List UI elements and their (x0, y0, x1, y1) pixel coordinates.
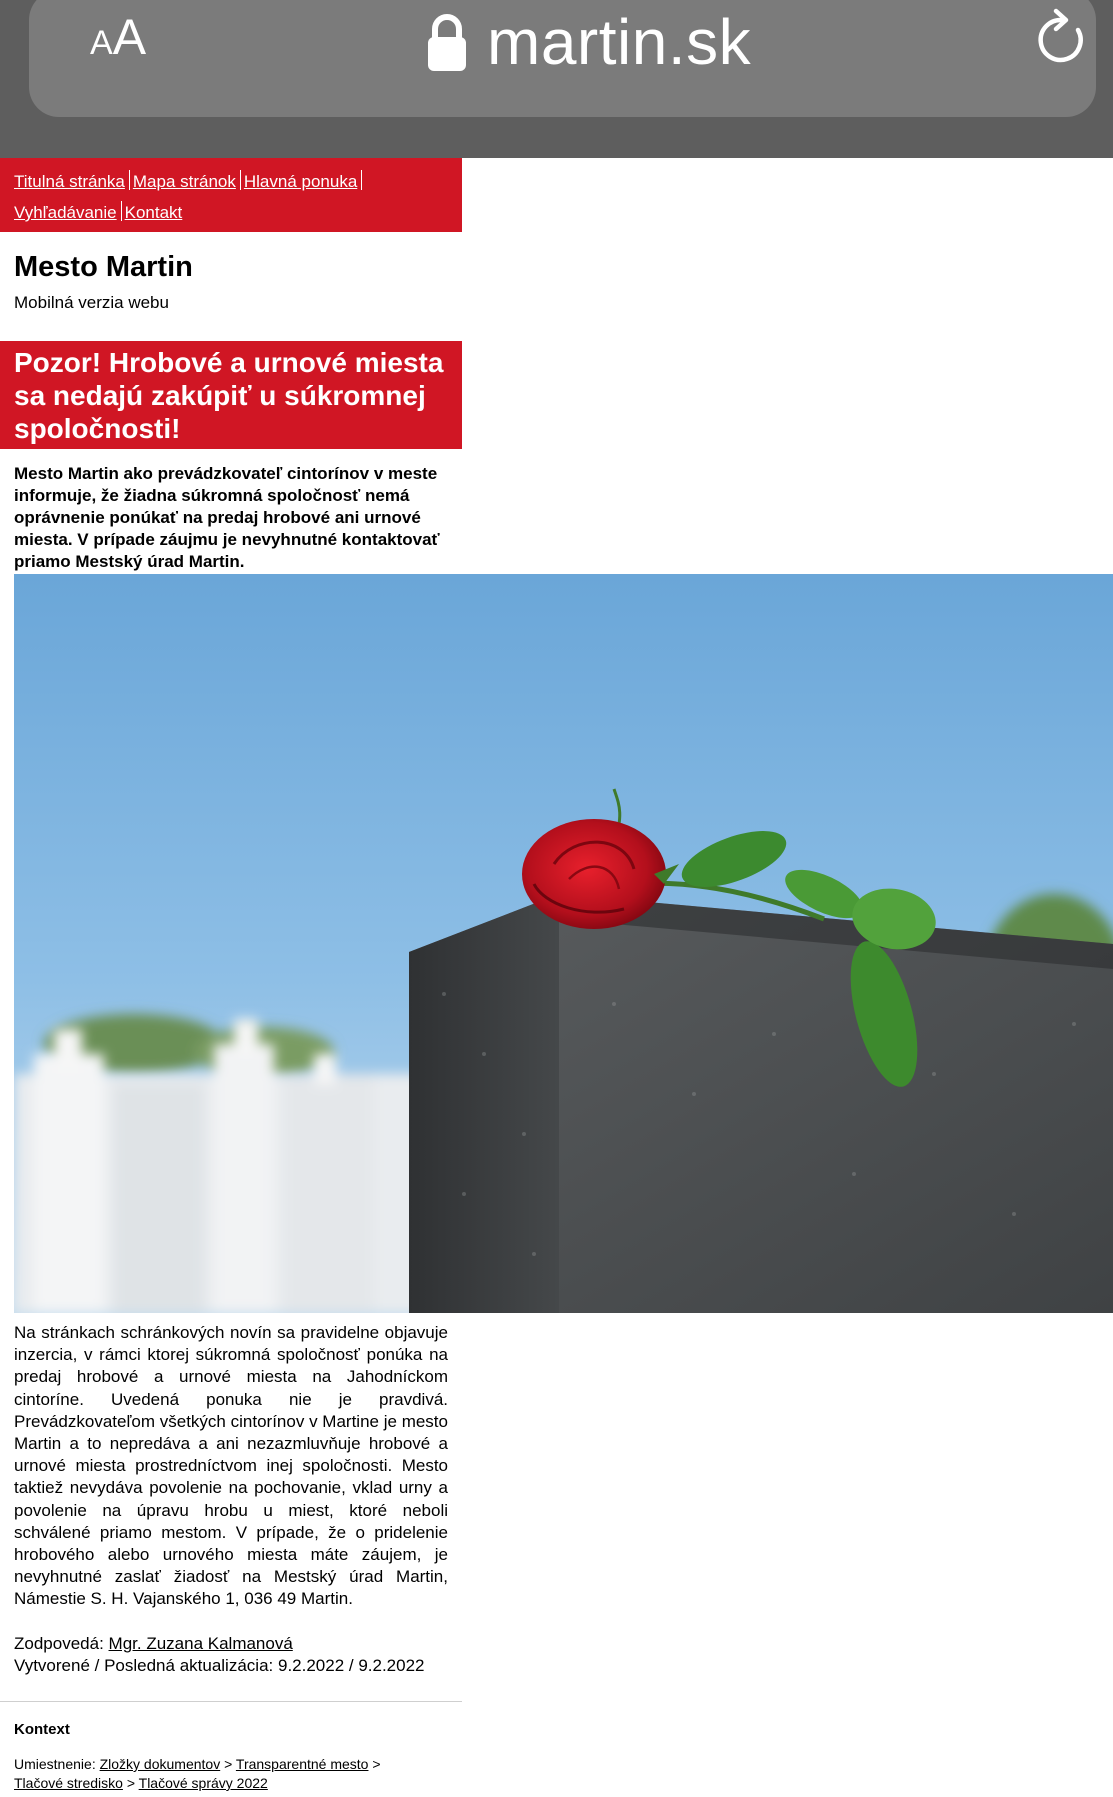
location-label: Umiestnenie: (14, 1756, 96, 1772)
nav-separator (121, 201, 122, 221)
reload-icon[interactable] (1036, 8, 1088, 66)
breadcrumb-link-press-releases-2022[interactable]: Tlačové správy 2022 (138, 1775, 268, 1791)
nav-separator (240, 170, 241, 190)
url-text: martin.sk (487, 6, 752, 78)
breadcrumb: Umiestnenie: Zložky dokumentov > Transparentné mesto > Tlačové stredisko > Tlačové správy 2022 (14, 1756, 381, 1791)
responsible-label: Zodpovedá: (14, 1634, 104, 1653)
text-size-small-glyph: A (90, 24, 113, 62)
site-title: Mesto Martin (14, 251, 193, 283)
divider (0, 1701, 462, 1702)
top-navigation (0, 158, 462, 232)
text-size-big-glyph: A (112, 9, 147, 65)
nav-link-sitemap[interactable]: Mapa stránok (132, 172, 236, 191)
breadcrumb-link-press-center[interactable]: Tlačové stredisko (14, 1775, 123, 1791)
article-meta (14, 1633, 425, 1677)
nav-link-main-menu[interactable]: Hlavná ponuka (243, 172, 358, 191)
article-heading: Pozor! Hrobové a urnové miesta sa nedajú zakúpiť u súkromnej spoločnosti! (0, 341, 462, 449)
context-title: Kontext (14, 1721, 70, 1738)
article-body: Na stránkach schránkových novín sa pravidelne objavuje inzercia, v rámci ktorej súkromná spoločnosť ponúka na predaj hrobové a urnové miesta na Jahodníckom cintoríne. Uvedená ponuka nie je pravdivá. Prevádzkovateľom všetkých cintorínov v Martine je mesto Martin a to nepredáva a ani nezazmluvňuje hrobové a urnové miesta prostredníctvom inej spoločnosti. Mesto taktiež nevydáva povolenie na pochovanie, vklad urny a povolenie na úpravu hrobu u miest, ktoré neboli schválené priamo mestom. V prípade, že o pridelenie hrobového alebo urnového miesta máte záujem, je nevyhnutné zaslať žiadosť na Mestský úrad Martin, Námestie S. H. Vajanského 1, 036 49 Martin. (14, 1323, 448, 1609)
dates-line (14, 1655, 425, 1677)
nav-link-home[interactable]: Titulná stránka (14, 172, 125, 191)
url-display[interactable] (427, 2, 751, 82)
responsible-person-link[interactable]: Mgr. Zuzana Kalmanová (108, 1634, 293, 1653)
address-bar[interactable] (29, 0, 1096, 117)
nav-separator (361, 170, 362, 190)
lock-icon (427, 11, 467, 73)
dates-value: 9.2.2022 / 9.2.2022 (277, 1656, 425, 1675)
nav-separator (129, 170, 130, 190)
dates-label: Vytvorené / Posledná aktualizácia: (14, 1656, 274, 1675)
browser-toolbar (0, 0, 1113, 158)
article-lead: Mesto Martin ako prevádzkovateľ cintorínov v meste informuje, že žiadna súkromná spoločnosť nemá oprávnenie ponúkať na predaj hrobové ani urnové miesta. V prípade záujmu je nevyhnutné kontaktovať priamo Mestský úrad Martin. (14, 464, 440, 571)
breadcrumb-link-documents[interactable]: Zložky dokumentov (99, 1756, 221, 1772)
responsible-line (14, 1633, 425, 1655)
nav-link-contact[interactable]: Kontakt (124, 203, 183, 222)
text-size-button[interactable] (90, 8, 146, 66)
nav-link-search[interactable]: Vyhľadávanie (14, 203, 117, 222)
article-photo-rose-on-gravestone (14, 574, 1113, 1313)
site-subtitle: Mobilná verzia webu (14, 293, 169, 312)
breadcrumb-link-transparent-city[interactable]: Transparentné mesto (235, 1756, 369, 1772)
